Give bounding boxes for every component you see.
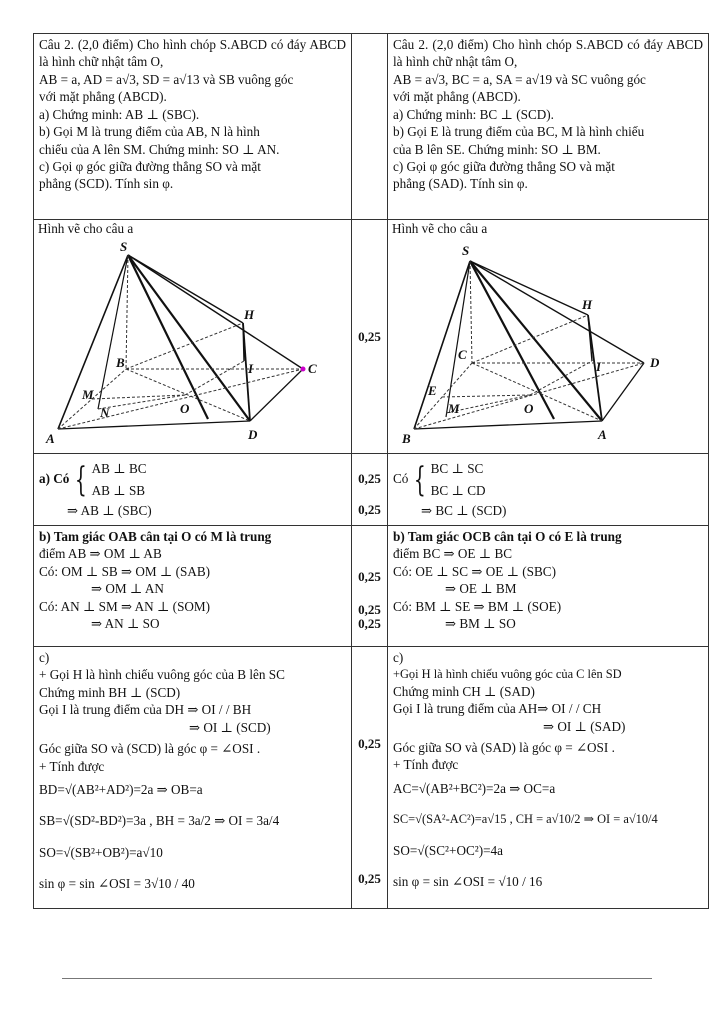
text-line: Câu 2. (2,0 điểm) Cho hình chóp S.ABCD có đáy ABCD là hình chữ nhật tâm O, <box>39 37 346 70</box>
text-line: ⇒ BM ⊥ SO <box>445 616 516 632</box>
figure-right-cell <box>388 220 709 454</box>
text-line: + Tính được <box>393 757 459 773</box>
text-line: ⇒ OE ⊥ BM <box>445 581 517 597</box>
formula-line: SC=√(SA²-AC²)=a√15 , CH = a√10/2 ⇒ OI = a√10/4 <box>393 812 658 827</box>
condition-system <box>431 458 486 502</box>
point-label: H <box>244 307 255 323</box>
score: 0,25 <box>358 502 381 518</box>
score: 0,25 <box>358 328 381 344</box>
figure-caption: Hình vẽ cho câu a <box>392 221 488 236</box>
point-label: B <box>116 355 125 371</box>
point-label: H <box>582 297 593 313</box>
condition: AB ⊥ BC <box>91 461 147 476</box>
text-line: + Gọi H là hình chiếu vuông góc của B lên SC <box>39 667 285 683</box>
text-line: Có: OE ⊥ SC ⇒ OE ⊥ (SBC) <box>393 563 556 579</box>
text-line: Có: AN ⊥ SM ⇒ AN ⊥ (SOM) <box>39 598 211 614</box>
text-line: ⇒ AN ⊥ SO <box>91 616 160 632</box>
text-line: c) Gọi φ góc giữa đường thẳng SO và mặt <box>39 158 261 174</box>
text-line: Có: OM ⊥ SB ⇒ OM ⊥ (SAB) <box>39 563 211 579</box>
text-line: a) Chứng minh: BC ⊥ (SCD). <box>393 106 554 122</box>
text-line: Gọi I là trung điểm của DH ⇒ OI / / BH <box>39 702 252 718</box>
answer-table <box>33 33 709 909</box>
formula-line: BD=√(AB²+AD²)=2a ⇒ OB=a <box>39 781 203 797</box>
point-label: M <box>448 401 460 417</box>
figure-caption: Hình vẽ cho câu a <box>38 221 134 236</box>
problem-statement-row <box>34 34 709 220</box>
point-label: S <box>120 239 128 255</box>
score-cell <box>352 220 388 454</box>
part-c-row <box>34 647 709 909</box>
part-a-prefix: Có <box>393 471 409 487</box>
point-label: D <box>650 355 660 371</box>
text-line: c) <box>393 650 404 665</box>
conclusion: ⇒ BC ⊥ (SCD) <box>421 503 507 518</box>
part-a-right <box>388 454 709 526</box>
text-line: Có: BM ⊥ SE ⇒ BM ⊥ (SOE) <box>393 598 562 614</box>
text-line: ⇒ OI ⊥ (SAD) <box>543 718 626 734</box>
point-label: E <box>428 383 437 399</box>
score-cell <box>352 454 388 526</box>
point-label: B <box>402 431 411 447</box>
pyramid-figure-right <box>392 237 703 449</box>
condition: AB ⊥ SB <box>91 483 146 498</box>
text-line: điểm AB ⇒ OM ⊥ AB <box>39 546 162 562</box>
point-label: M <box>82 387 94 403</box>
score: 0,25 <box>358 569 381 584</box>
score-cell <box>352 34 388 220</box>
text-line: Chứng minh CH ⊥ (SAD) <box>393 683 535 699</box>
figure-row <box>34 220 709 454</box>
part-b-left <box>34 526 352 647</box>
score-cell <box>352 647 388 909</box>
text-line: b) Gọi E là trung điểm của BC, M là hình chiếu <box>393 124 645 140</box>
text-line: +Gọi H là hình chiếu vuông góc của C lên SD <box>393 667 622 682</box>
part-a-left <box>34 454 352 526</box>
text-line: AB = a, AD = a√3, SD = a√13 và SB vuông góc <box>39 71 294 87</box>
text-line: Chứng minh BH ⊥ (SCD) <box>39 684 181 700</box>
text-line: Gọi I là trung điểm của AH⇒ OI / / CH <box>393 701 602 717</box>
text-line: c) Gọi φ góc giữa đường thẳng SO và mặt <box>393 158 615 174</box>
footer-rule <box>62 978 652 979</box>
point-label: O <box>524 401 534 417</box>
point-label: C <box>458 347 467 363</box>
problem-left <box>34 34 352 220</box>
text-line: b) Tam giác OAB cân tại O có M là trung <box>39 529 272 544</box>
brace-icon: { <box>74 460 87 500</box>
part-c-left <box>34 647 352 909</box>
part-b-row <box>34 526 709 647</box>
point-label: S <box>462 243 470 259</box>
text-line: Câu 2. (2,0 điểm) Cho hình chóp S.ABCD có đáy ABCD là hình chữ nhật tâm O, <box>393 37 703 70</box>
part-c-right <box>388 647 709 909</box>
text-line: + Tính được <box>39 758 105 774</box>
score: 0,25 <box>358 616 381 632</box>
condition-system <box>92 458 147 502</box>
score: 0,25 <box>358 736 381 751</box>
text-line: phẳng (SAD). Tính sin φ. <box>393 176 528 192</box>
condition: BC ⊥ CD <box>430 483 486 498</box>
text-line: a) Chứng minh: AB ⊥ (SBC). <box>39 106 200 122</box>
text-line: Góc giữa SO và (SAD) là góc φ = ∠OSI . <box>393 740 615 756</box>
text-line: ⇒ OM ⊥ AN <box>91 581 164 597</box>
formula-line: SB=√(SD²-BD²)=3a , BH = 3a/2 ⇒ OI = 3a/4 <box>39 813 280 829</box>
conclusion: ⇒ AB ⊥ (SBC) <box>67 503 152 518</box>
point-label: I <box>248 361 254 377</box>
score: 0,25 <box>358 471 381 486</box>
text-line: với mặt phẳng (ABCD). <box>39 89 167 105</box>
formula-line: sin φ = sin ∠OSI = √10 / 16 <box>393 874 543 890</box>
score: 0,25 <box>358 871 381 887</box>
point-label: N <box>100 405 110 421</box>
text-line: của B lên SE. Chứng minh: SO ⊥ BM. <box>393 141 601 157</box>
score: 0,25 <box>358 602 381 618</box>
text-line: c) <box>39 650 50 665</box>
point-label: I <box>596 359 602 375</box>
condition: BC ⊥ SC <box>430 461 484 476</box>
point-label: A <box>46 431 55 447</box>
pyramid-figure-left <box>38 237 346 449</box>
text-line: Góc giữa SO và (SCD) là góc φ = ∠OSI . <box>39 741 261 757</box>
point-label: C <box>308 361 317 377</box>
part-a-row <box>34 454 709 526</box>
text-line: ⇒ OI ⊥ (SCD) <box>189 719 271 735</box>
text-line: AB = a√3, BC = a, SA = a√19 và SC vuông góc <box>393 71 646 87</box>
text-line: điểm BC ⇒ OE ⊥ BC <box>393 546 513 562</box>
point-label: D <box>248 427 258 443</box>
text-line: chiếu của A lên SM. Chứng minh: SO ⊥ AN. <box>39 141 280 157</box>
formula-line: SO=√(SB²+OB²)=a√10 <box>39 844 163 860</box>
point-label: A <box>598 427 607 443</box>
part-b-right <box>388 526 709 647</box>
text-line: b) Gọi M là trung điểm của AB, N là hình <box>39 124 260 140</box>
text-line: b) Tam giác OCB cân tại O có E là trung <box>393 529 622 544</box>
formula-line: SO=√(SC²+OC²)=4a <box>393 842 503 858</box>
score-cell <box>352 526 388 647</box>
part-a-prefix: a) Có <box>39 471 70 487</box>
problem-right <box>388 34 709 220</box>
formula-line: sin φ = sin ∠OSI = 3√10 / 40 <box>39 876 195 892</box>
text-line: phẳng (SCD). Tính sin φ. <box>39 176 174 192</box>
formula-line: AC=√(AB²+BC²)=2a ⇒ OC=a <box>393 780 556 796</box>
figure-left-cell <box>34 220 352 454</box>
brace-icon: { <box>413 460 426 500</box>
point-label: O <box>180 401 190 417</box>
text-line: với mặt phẳng (ABCD). <box>393 89 521 105</box>
